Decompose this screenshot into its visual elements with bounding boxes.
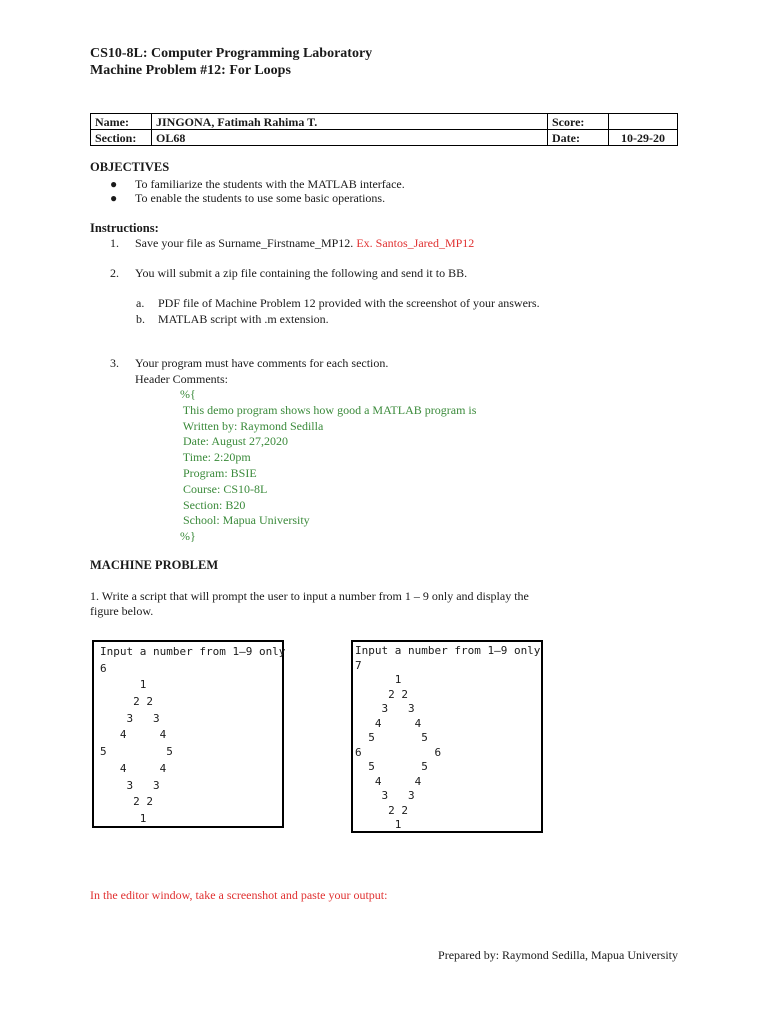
score-label: Score: (548, 114, 609, 130)
sub-text: MATLAB script with .m extension. (158, 312, 329, 326)
date-value: 10-29-20 (609, 130, 678, 146)
instruction-step-2 (110, 266, 467, 281)
output-line: 4 4 (355, 774, 422, 788)
student-info-table (90, 113, 678, 146)
sub-text: PDF file of Machine Problem 12 provided with the screenshot of your answers. (158, 296, 540, 310)
comment-line: %{ (180, 387, 196, 401)
section-value: OL68 (152, 130, 548, 146)
output-line: Input a number from 1–9 only (100, 645, 286, 658)
output-line: 1 (100, 811, 147, 825)
comment-line: Time: 2:20pm (180, 450, 251, 465)
output-line: 6 6 (355, 745, 442, 759)
output-line: 3 3 (355, 702, 415, 715)
output-line: 3 3 (355, 789, 415, 802)
comment-line: Written by: Raymond Sedilla (180, 418, 324, 433)
example-output-right (351, 640, 543, 833)
output-line: 2 2 (355, 687, 408, 701)
instruction-sub-item (136, 312, 329, 327)
step-text: Save your file as Surname_Firstname_MP12. (135, 236, 354, 250)
problem-statement-line: figure below. (90, 604, 154, 618)
prepared-by-footer: Prepared by: Raymond Sedilla, Mapua University (438, 948, 678, 962)
comment-line: %} (180, 529, 196, 544)
name-label: Name: (91, 114, 152, 130)
file-name-example: Ex. Santos_Jared_MP12 (356, 236, 475, 250)
comment-line: School: Mapua University (180, 513, 310, 528)
comment-line: This demo program shows how good a MATLAB program is (180, 402, 477, 417)
output-line: 1 (355, 818, 402, 831)
output-line: 4 4 (355, 716, 422, 730)
score-value (609, 114, 678, 130)
date-label: Date: (548, 130, 609, 146)
output-line: 2 2 (100, 795, 153, 809)
table-row (91, 114, 678, 130)
output-line: 1 (355, 673, 402, 686)
header-comments-label: Header Comments: (135, 372, 228, 386)
output-line: 4 4 (100, 761, 167, 775)
output-line: 6 (100, 661, 107, 675)
course-title: CS10-8L: Computer Programming Laboratory (90, 46, 373, 61)
output-line: 2 2 (355, 803, 408, 817)
output-line: 5 5 (100, 745, 173, 759)
output-line: 5 5 (355, 760, 428, 773)
output-line: 5 5 (355, 731, 428, 744)
step-number: 2. (110, 266, 119, 280)
sub-letter: a. (136, 296, 145, 310)
step-number: 3. (110, 356, 119, 370)
output-line: 1 (100, 678, 147, 692)
output-line: 7 (355, 658, 362, 672)
instruction-step-3 (110, 356, 388, 371)
list-item (110, 191, 510, 207)
example-output-left (92, 640, 284, 828)
section-label: Section: (91, 130, 152, 146)
bullet-icon: ● (110, 191, 118, 205)
objectives-heading: OBJECTIVES (90, 160, 170, 174)
step-text: Your program must have comments for each section. (135, 356, 389, 370)
comment-line: Program: BSIE (180, 465, 257, 480)
instruction-sub-item (136, 296, 540, 311)
instruction-step-1 (110, 236, 474, 251)
comment-line: Section: B20 (180, 497, 246, 512)
step-text: You will submit a zip file containing the following and send it to BB. (135, 266, 468, 280)
step-number: 1. (110, 236, 119, 250)
comment-line: Course: CS10-8L (180, 481, 268, 496)
output-line: 2 2 (100, 695, 153, 709)
bullet-icon: ● (110, 177, 118, 191)
objective-text: To familiarize the students with the MATLAB interface. (135, 177, 405, 191)
editor-screenshot-note: In the editor window, take a screenshot and paste your output: (90, 888, 388, 902)
output-line: 4 4 (100, 728, 167, 742)
sub-letter: b. (136, 312, 145, 326)
comment-line: Date: August 27,2020 (180, 434, 288, 449)
problem-title: Machine Problem #12: For Loops (90, 63, 291, 78)
instructions-heading: Instructions: (90, 221, 159, 235)
problem-statement-line: 1. Write a script that will prompt the user to input a number from 1 – 9 only and display the (90, 589, 529, 603)
table-row (91, 130, 678, 146)
machine-problem-heading: MACHINE PROBLEM (90, 558, 219, 572)
output-line: 3 3 (100, 778, 160, 792)
name-value: JINGONA, Fatimah Rahima T. (152, 114, 548, 130)
header-comment-block (180, 387, 476, 545)
objective-text: To enable the students to use some basic operations. (135, 191, 386, 205)
output-line: 3 3 (100, 711, 160, 725)
output-line: Input a number from 1–9 only (355, 644, 541, 657)
